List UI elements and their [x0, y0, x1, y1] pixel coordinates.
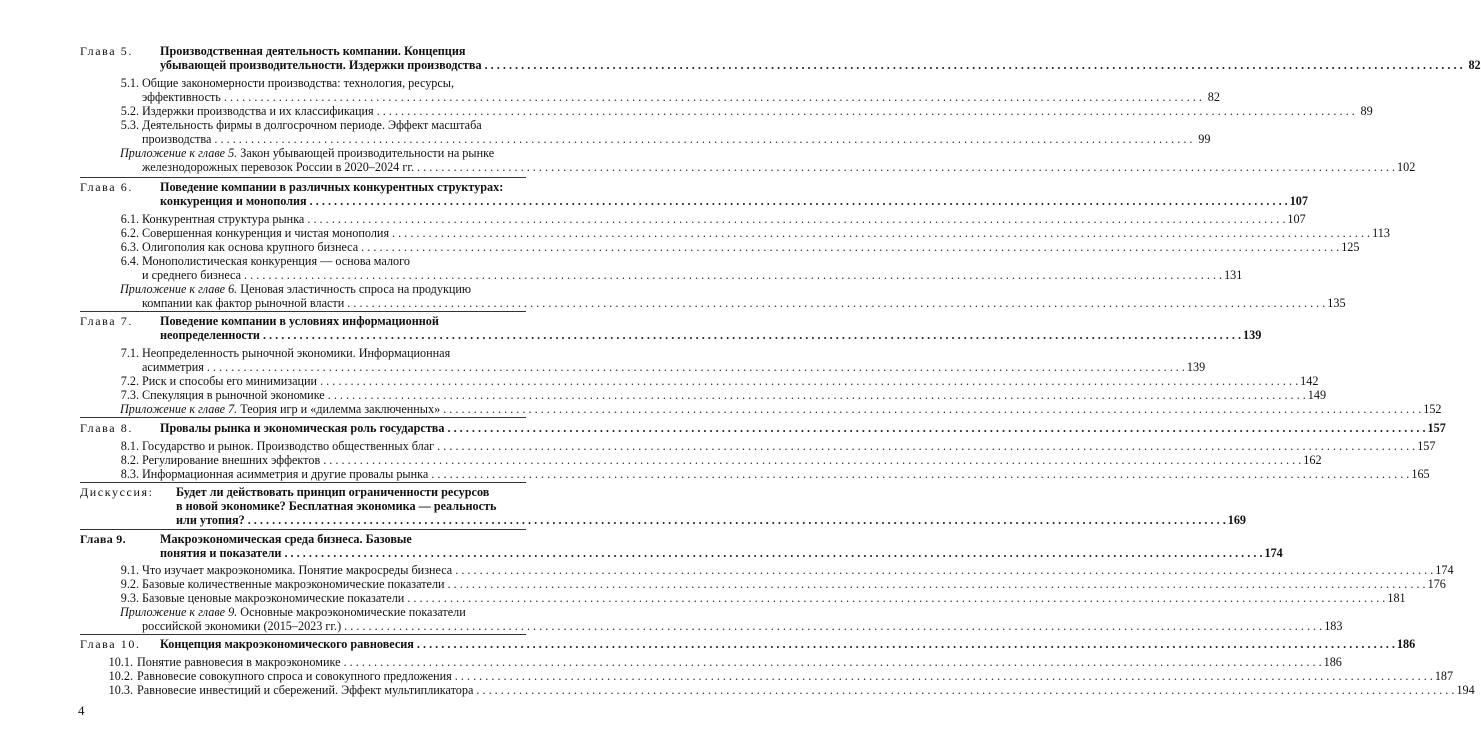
- item-10-3[interactable]: Равновесие инвестиций и сбережений. Эффект мультипликатора . . . 194: [137, 683, 526, 697]
- item-9-3-number: 9.3.: [120, 591, 139, 605]
- discussion-page: 169: [1227, 513, 1247, 527]
- item-8-3[interactable]: Информационная асимметрия и другие провалы рынка . . . 165: [142, 467, 526, 481]
- item-10-2-number: 10.2.: [108, 669, 133, 683]
- item-5-1-line-1: Общие закономерности производства: технология, ресурсы,: [142, 76, 455, 90]
- item-7-2-number: 7.2.: [120, 374, 139, 388]
- chapter-5-page: 82: [1468, 58, 1481, 72]
- chapter-7-title-line-1: Поведение компании в условиях информационной: [160, 314, 439, 328]
- section-divider: [80, 311, 526, 312]
- item-10-2[interactable]: Равновесие совокупного спроса и совокупного предложения . . . 187: [137, 669, 526, 683]
- appendix-5[interactable]: железнодорожных перевозок России в 2020–2024 гг. . . . 102: [142, 160, 526, 174]
- chapter-9-label: Глава 9.: [80, 532, 126, 546]
- item-5-2[interactable]: Издержки производства и их классификация . . . 89: [142, 104, 526, 118]
- appendix-7[interactable]: Приложение к главе 7. Теория игр и «дилемма заключенных» . . . 152: [120, 402, 526, 416]
- appendix-6[interactable]: компании как фактор рыночной власти . . . 135: [142, 296, 526, 310]
- appendix-9[interactable]: российской экономики (2015–2023 гг.) . . . 183: [142, 619, 526, 633]
- item-7-1-number: 7.1.: [120, 346, 139, 360]
- chapter-8-page: 157: [1427, 421, 1446, 435]
- item-6-2[interactable]: Совершенная конкуренция и чистая монополия . . . 113: [142, 226, 526, 240]
- appendix-9-line-1: Приложение к главе 9. Основные макроэкономические показатели: [120, 605, 466, 619]
- chapter-7-label: Глава 7.: [80, 314, 133, 328]
- item-7-3[interactable]: Спекуляция в рыночной экономике . . . 149: [142, 388, 526, 402]
- item-5-3-number: 5.3.: [120, 118, 139, 132]
- discussion-title-line-2: в новой экономике? Бесплатная экономика — реальность: [176, 499, 497, 513]
- item-8-2[interactable]: Регулирование внешних эффектов . . . 162: [142, 453, 526, 467]
- item-6-3-number: 6.3.: [120, 240, 139, 254]
- item-8-2-number: 8.2.: [120, 453, 139, 467]
- appendix-6-line-1: Приложение к главе 6. Ценовая эластичность спроса на продукцию: [120, 282, 472, 296]
- chapter-5-title-line-1: Производственная деятельность компании. Концепция: [160, 44, 466, 58]
- item-5-1-number: 5.1.: [120, 76, 139, 90]
- item-6-2-number: 6.2.: [120, 226, 139, 240]
- item-6-4-number: 6.4.: [120, 254, 139, 268]
- chapter-6-title-line-1: Поведение компании в различных конкурентных структурах:: [160, 180, 504, 194]
- chapter-6-page: 107: [1289, 194, 1308, 208]
- chapter-7-title-line-2[interactable]: неопределенности . . . 139: [160, 328, 526, 342]
- item-7-1-line-1: Неопределенность рыночной экономики. Информационная: [142, 346, 451, 360]
- item-10-3-number: 10.3.: [108, 683, 133, 697]
- section-divider: [80, 529, 526, 530]
- chapter-5-title-line-2[interactable]: убывающей производительности. Издержки производства . . . 82: [160, 58, 526, 72]
- item-8-3-number: 8.3.: [120, 467, 139, 481]
- item-10-1[interactable]: Понятие равновесия в макроэкономике . . . 186: [137, 655, 526, 669]
- section-divider: [80, 417, 526, 418]
- item-6-3[interactable]: Олигополия как основа крупного бизнеса . . . 125: [142, 240, 526, 254]
- item-8-1[interactable]: Государство и рынок. Производство общественных благ . . . 157: [142, 439, 526, 453]
- item-6-4-line-1: Монополистическая конкуренция — основа малого: [142, 254, 410, 268]
- discussion-label: Дискуссия:: [80, 485, 154, 499]
- chapter-9-title-line-2[interactable]: понятия и показатели . . . 174: [160, 546, 526, 560]
- chapter-9-page: 174: [1264, 546, 1283, 560]
- chapter-5-label: Глава 5.: [80, 44, 133, 58]
- item-9-3[interactable]: Базовые ценовые макроэкономические показатели . . . 181: [142, 591, 526, 605]
- item-6-4[interactable]: и среднего бизнеса . . . 131: [142, 268, 526, 282]
- item-9-2-number: 9.2.: [120, 577, 139, 591]
- item-5-3-line-1: Деятельность фирмы в долгосрочном периоде. Эффект масштаба: [142, 118, 482, 132]
- chapter-10-label: Глава 10.: [80, 637, 141, 651]
- section-divider: [80, 177, 526, 178]
- item-9-1-number: 9.1.: [120, 563, 139, 577]
- discussion-title-line-3[interactable]: или утопия? . . . 169: [176, 513, 526, 527]
- chapter-6-label: Глава 6.: [80, 180, 133, 194]
- chapter-8-label: Глава 8.: [80, 421, 133, 435]
- item-7-1[interactable]: асимметрия . . . 139: [142, 360, 526, 374]
- item-7-3-number: 7.3.: [120, 388, 139, 402]
- item-5-2-number: 5.2.: [120, 104, 139, 118]
- section-divider: [80, 482, 526, 483]
- item-8-1-number: 8.1.: [120, 439, 139, 453]
- item-6-1[interactable]: Конкурентная структура рынка . . . 107: [142, 212, 526, 226]
- section-divider: [80, 634, 526, 635]
- chapter-10-title[interactable]: Концепция макроэкономического равновесия . . . 186: [160, 637, 526, 651]
- item-5-1[interactable]: эффективность . . . 82: [142, 90, 526, 104]
- item-9-2[interactable]: Базовые количественные макроэкономические показатели . . . 176: [142, 577, 526, 591]
- item-5-3[interactable]: производства . . . 99: [142, 132, 526, 146]
- item-9-1[interactable]: Что изучает макроэкономика. Понятие макросреды бизнеса . . . 174: [142, 563, 526, 577]
- page-number: 4: [78, 703, 85, 718]
- item-6-1-number: 6.1.: [120, 212, 139, 226]
- chapter-8-title[interactable]: Провалы рынка и экономическая роль государства . . . 157: [160, 421, 526, 435]
- chapter-9-title-line-1: Макроэкономическая среда бизнеса. Базовые: [160, 532, 412, 546]
- discussion-title-line-1: Будет ли действовать принцип ограниченности ресурсов: [176, 485, 490, 499]
- item-10-1-number: 10.1.: [108, 655, 133, 669]
- chapter-6-title-line-2[interactable]: конкуренция и монополия . . . 107: [160, 194, 526, 208]
- chapter-10-page: 186: [1396, 637, 1416, 651]
- appendix-5-line-1: Приложение к главе 5. Закон убывающей производительности на рынке: [120, 146, 495, 160]
- item-7-2[interactable]: Риск и способы его минимизации . . . 142: [142, 374, 526, 388]
- chapter-7-page: 139: [1243, 328, 1262, 342]
